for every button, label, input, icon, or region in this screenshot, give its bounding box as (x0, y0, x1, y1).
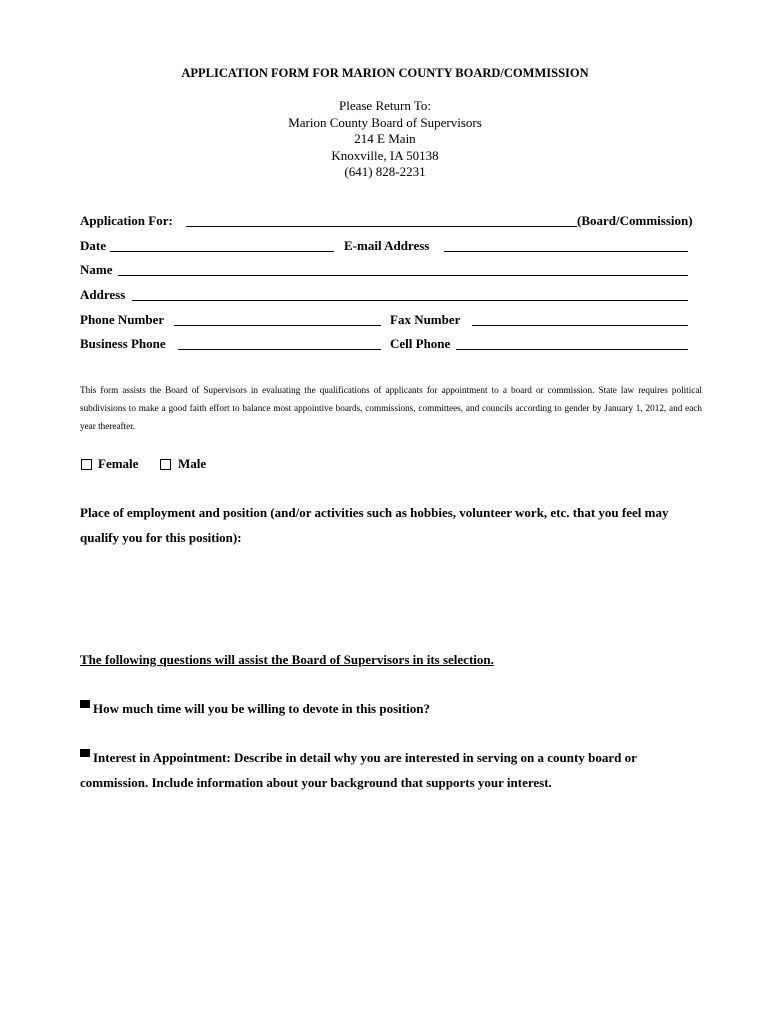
interest-question (80, 746, 700, 795)
return-address-block (0, 98, 770, 181)
questions-heading: The following questions will assist the Board of Supervisors in its selection. (80, 652, 494, 667)
business-phone-field[interactable] (178, 349, 381, 350)
return-city: Knoxville, IA 50138 (331, 147, 439, 163)
square-bullet-icon (80, 749, 90, 757)
female-label: Female (98, 456, 139, 471)
application-for-row (80, 212, 700, 230)
cell-phone-label: Cell Phone (390, 336, 451, 351)
email-field[interactable] (444, 251, 688, 252)
address-field[interactable] (132, 300, 688, 301)
gender-balance-notice: This form assists the Board of Supervisors in evaluating the qualifications of applicants for appointment to a board or commission. State law requires political subdivisions to make a good faith effort to balance most appointive boards, commissions, committees, and councils according to gender by January 1, 2012, and each year thereafter. (80, 385, 702, 431)
time-question-text: How much time will you be willing to devote in this position? (93, 701, 430, 716)
return-name: Marion County Board of Supervisors (288, 114, 482, 130)
phone-field[interactable] (174, 325, 381, 326)
fax-field[interactable] (472, 325, 688, 326)
date-label: Date (80, 238, 106, 253)
male-checkbox[interactable] (160, 459, 171, 470)
male-label: Male (178, 456, 207, 471)
address-label: Address (80, 287, 126, 302)
square-bullet-icon (80, 700, 90, 708)
employment-prompt: Place of employment and position (and/or activities such as hobbies, volunteer work, etc. that you feel may qualify you for this position): (80, 505, 669, 545)
phone-label: Phone Number (80, 312, 165, 327)
return-phone: (641) 828-2231 (344, 164, 426, 179)
address-row (80, 286, 688, 304)
interest-question-text: Interest in Appointment: Describe in detail why you are interested in serving on a county board or commission. Include information about your background that supports your interest. (80, 750, 637, 790)
phone-fax-row (80, 311, 688, 329)
cell-phone-field[interactable] (456, 349, 688, 350)
female-checkbox[interactable] (81, 459, 92, 470)
return-label: Please Return To: (338, 98, 431, 113)
time-question (80, 697, 700, 722)
name-field[interactable] (118, 275, 688, 276)
board-commission-label: (Board/Commission) (577, 213, 693, 228)
name-row (80, 261, 688, 279)
name-label: Name (80, 262, 113, 277)
return-street: 214 E Main (354, 131, 416, 146)
application-for-label: Application For: (80, 213, 173, 228)
date-field[interactable] (110, 251, 334, 252)
application-for-field[interactable] (186, 226, 577, 227)
gender-options (80, 455, 280, 473)
email-label: E-mail Address (344, 238, 430, 253)
form-title: APPLICATION FORM FOR MARION COUNTY BOARD/COMMISSION (181, 66, 589, 80)
business-phone-label: Business Phone (80, 336, 166, 351)
business-cell-row (80, 335, 688, 353)
date-email-row (80, 237, 688, 255)
fax-label: Fax Number (390, 312, 461, 327)
